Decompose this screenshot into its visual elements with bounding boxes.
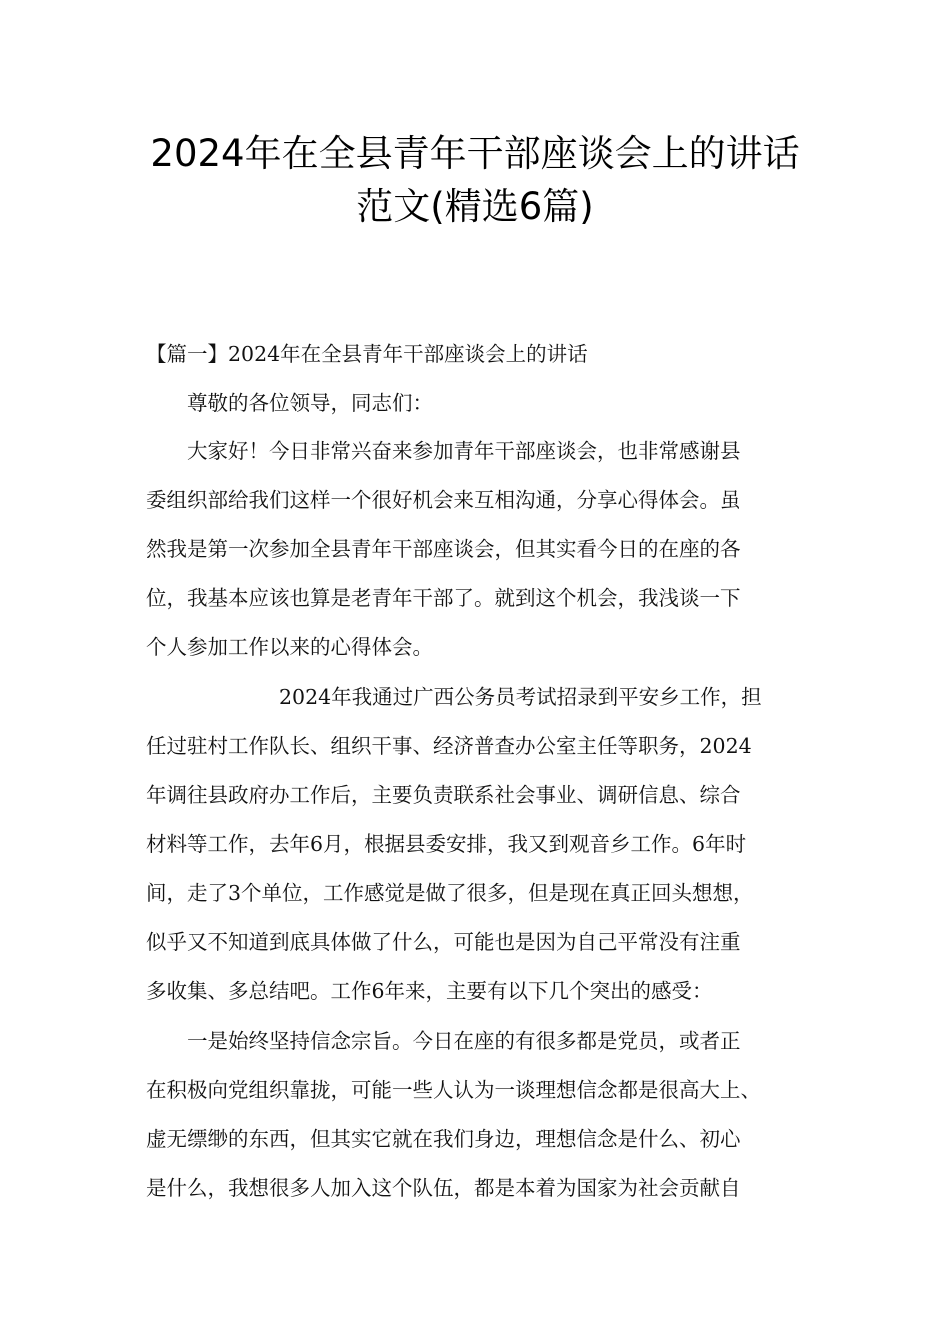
paragraph-line: 任过驻村工作队长、组织干事、经济普查办公室主任等职务，2024 <box>146 734 752 758</box>
paragraph-line: 位，我基本应该也算是老青年干部了。就到这个机会，我浅谈一下 <box>146 586 741 610</box>
document-title-line-2: 范文(精选6篇) <box>356 185 594 228</box>
paragraph-line: 在积极向党组织靠拢，可能一些人认为一谈理想信念都是很高大上、 <box>146 1078 761 1102</box>
paragraph-line: 大家好！今日非常兴奋来参加青年干部座谈会，也非常感谢县 <box>187 439 741 463</box>
paragraph-line: 年调往县政府办工作后，主要负责联系社会事业、调研信息、综合 <box>146 783 741 807</box>
paragraph-line: 虚无缥缈的东西，但其实它就在我们身边，理想信念是什么、初心 <box>146 1127 741 1151</box>
paragraph-line: 委组织部给我们这样一个很好机会来互相沟通，分享心得体会。虽 <box>146 488 741 512</box>
paragraph-line: 2024年我通过广西公务员考试招录到平安乡工作，担 <box>279 685 762 709</box>
paragraph-line: 一是始终坚持信念宗旨。今日在座的有很多都是党员，或者正 <box>187 1029 741 1053</box>
paragraph-line: 尊敬的各位领导，同志们： <box>187 391 433 415</box>
paragraph-line: 是什么，我想很多人加入这个队伍，都是本着为国家为社会贡献自 <box>146 1176 741 1200</box>
paragraph-line: 多收集、多总结吧。工作6年来，主要有以下几个突出的感受： <box>146 979 713 1003</box>
paragraph-line: 材料等工作，去年6月，根据县委安排，我又到观音乡工作。6年时 <box>146 832 747 856</box>
paragraph-line: 似乎又不知道到底具体做了什么，可能也是因为自己平常没有注重 <box>146 930 741 954</box>
paragraph-line: 然我是第一次参加全县青年干部座谈会，但其实看今日的在座的各 <box>146 537 741 561</box>
paragraph-line: 间，走了3个单位，工作感觉是做了很多，但是现在真正回头想想， <box>146 881 754 905</box>
paragraph-line: 个人参加工作以来的心得体会。 <box>146 635 433 659</box>
section-heading: 【篇一】2024年在全县青年干部座谈会上的讲话 <box>146 342 588 366</box>
document-title-line-1: 2024年在全县青年干部座谈会上的讲话 <box>150 132 800 175</box>
